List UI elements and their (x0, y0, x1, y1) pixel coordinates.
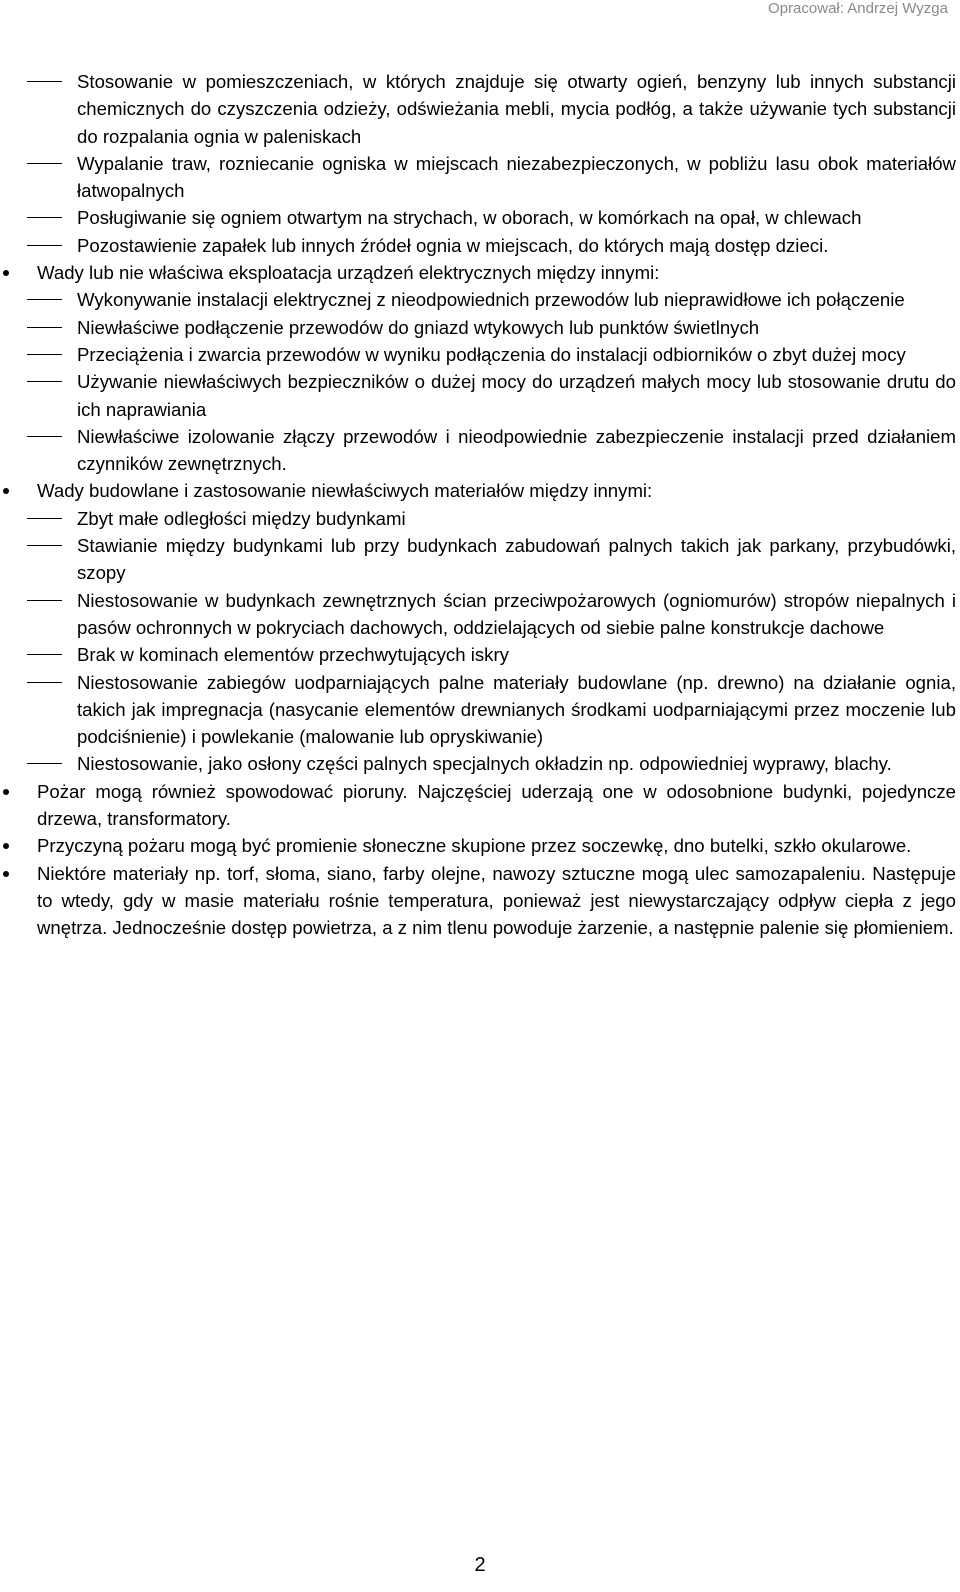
bullet-icon (3, 270, 9, 276)
page-number: 2 (474, 1554, 486, 1576)
list-item-text: Niestosowanie zabiegów uodparniających palne materiały budowlane (np. drewno) na działanie ognia, takich jak impregnacja (nasycanie elementów drewnianych środkami uodparniającymi przez moczenie lub podciśnienie) i powlekanie (malowanie lub opryskiwanie) (77, 671, 956, 748)
document-body (0, 68, 960, 942)
bullet-item (0, 778, 956, 833)
list-item-text: Wypalanie traw, rozniecanie ogniska w miejscach niezabezpieczonych, w pobliżu lasu obok materiałów łatwopalnych (77, 152, 956, 202)
list-item (0, 204, 956, 231)
bullet-icon (3, 789, 9, 795)
bullet-item (0, 259, 956, 286)
list-item-text: Niewłaściwe izolowanie złączy przewodów i nieodpowiednie zabezpieczenie instalacji przed działaniem czynników zewnętrznych. (77, 425, 956, 475)
list-item (0, 532, 956, 587)
dash-marker (27, 763, 62, 764)
dash-marker (27, 163, 62, 164)
dash-marker (27, 299, 62, 300)
list-item (0, 423, 956, 478)
bullet-item (0, 860, 956, 942)
list-item (0, 669, 956, 751)
dash-marker (27, 600, 62, 601)
dash-marker (27, 217, 62, 218)
dash-marker (27, 682, 62, 683)
list-item (0, 641, 956, 668)
bullet-item (0, 832, 956, 859)
list-item (0, 587, 956, 642)
dash-marker (27, 81, 62, 82)
dash-marker (27, 381, 62, 382)
list-item (0, 150, 956, 205)
list-item-text: Używanie niewłaściwych bezpieczników o dużej mocy do urządzeń małych mocy lub stosowanie drutu do ich naprawiania (77, 371, 956, 420)
list-item (0, 368, 956, 423)
page-header-author: Opracował: Andrzej Wyzga (768, 0, 948, 17)
bullet-icon (3, 843, 9, 849)
list-item-text: Stosowanie w pomieszczeniach, w których znajduje się otwarty ogień, benzyny lub innych substancji chemicznych do czyszczenia odzieży, odświeżania mebli, mycia podłóg, a także używanie tych substancji do rozpalania ognia w paleniskach (77, 71, 956, 147)
bullet-item-text: Niektóre materiały np. torf, słoma, siano, farby olejne, nawozy sztuczne mogą ulec samozapaleniu. Następuje to wtedy, gdy w masie materiału rośnie temperatura, ponieważ jest niewystarczający odpływ ciepła z jego wnętrza. Jednocześnie dostęp powietrza, a z nim tlenu powoduje żarzenie, a następnie palenie się płomieniem. (37, 862, 956, 939)
dash-marker (27, 354, 62, 355)
list-item (0, 314, 956, 341)
dash-marker (27, 545, 62, 546)
bullet-icon (3, 871, 9, 877)
list-item-text: Przeciążenia i zwarcia przewodów w wyniku podłączenia do instalacji odbiorników o zbyt dużej mocy (77, 343, 906, 365)
list-item-text: Pozostawienie zapałek lub innych źródeł ognia w miejscach, do których mają dostęp dzieci. (77, 234, 829, 256)
bullet-icon (3, 488, 9, 494)
list-item (0, 341, 956, 368)
list-item-text: Posługiwanie się ogniem otwartym na strychach, w oborach, w komórkach na opał, w chlewach (77, 207, 862, 229)
list-item-text: Wykonywanie instalacji elektrycznej z nieodpowiednich przewodów lub nieprawidłowe ich połączenie (77, 289, 905, 311)
list-item (0, 750, 956, 777)
dash-marker (27, 518, 62, 519)
list-item-text: Zbyt małe odległości między budynkami (77, 507, 406, 529)
bullet-item-text: Wady lub nie właściwa eksploatacja urządzeń elektrycznych między innymi: (37, 262, 660, 284)
bullet-item-text: Pożar mogą również spowodować pioruny. Najczęściej uderzają one w odosobnione budynki, pojedyncze drzewa, transformatory. (37, 780, 956, 830)
dash-marker (27, 654, 62, 655)
list-item (0, 68, 956, 150)
list-item-text: Stawianie między budynkami lub przy budynkach zabudowań palnych takich jak parkany, przybudówki, szopy (77, 535, 956, 584)
list-item-text: Brak w kominach elementów przechwytujących iskry (77, 644, 509, 666)
dash-marker (27, 327, 62, 328)
bullet-item (0, 477, 956, 504)
list-item (0, 505, 956, 532)
list-item-text: Niestosowanie, jako osłony części palnych specjalnych okładzin np. odpowiedniej wyprawy, blachy. (77, 753, 892, 775)
list-item (0, 286, 956, 313)
dash-marker (27, 245, 62, 246)
list-item-text: Niestosowanie w budynkach zewnętrznych ścian przeciwpożarowych (ogniomurów) stropów niepalnych i pasów ochronnych w pokryciach dachowych, oddzielających od siebie palne konstrukcje dachowe (77, 589, 956, 638)
bullet-item-text: Wady budowlane i zastosowanie niewłaściwych materiałów między innymi: (37, 480, 653, 502)
list-item (0, 232, 956, 259)
dash-marker (27, 436, 62, 437)
bullet-item-text: Przyczyną pożaru mogą być promienie słoneczne skupione przez soczewkę, dno butelki, szkło okularowe. (37, 835, 912, 857)
list-item-text: Niewłaściwe podłączenie przewodów do gniazd wtykowych lub punktów świetlnych (77, 316, 760, 338)
